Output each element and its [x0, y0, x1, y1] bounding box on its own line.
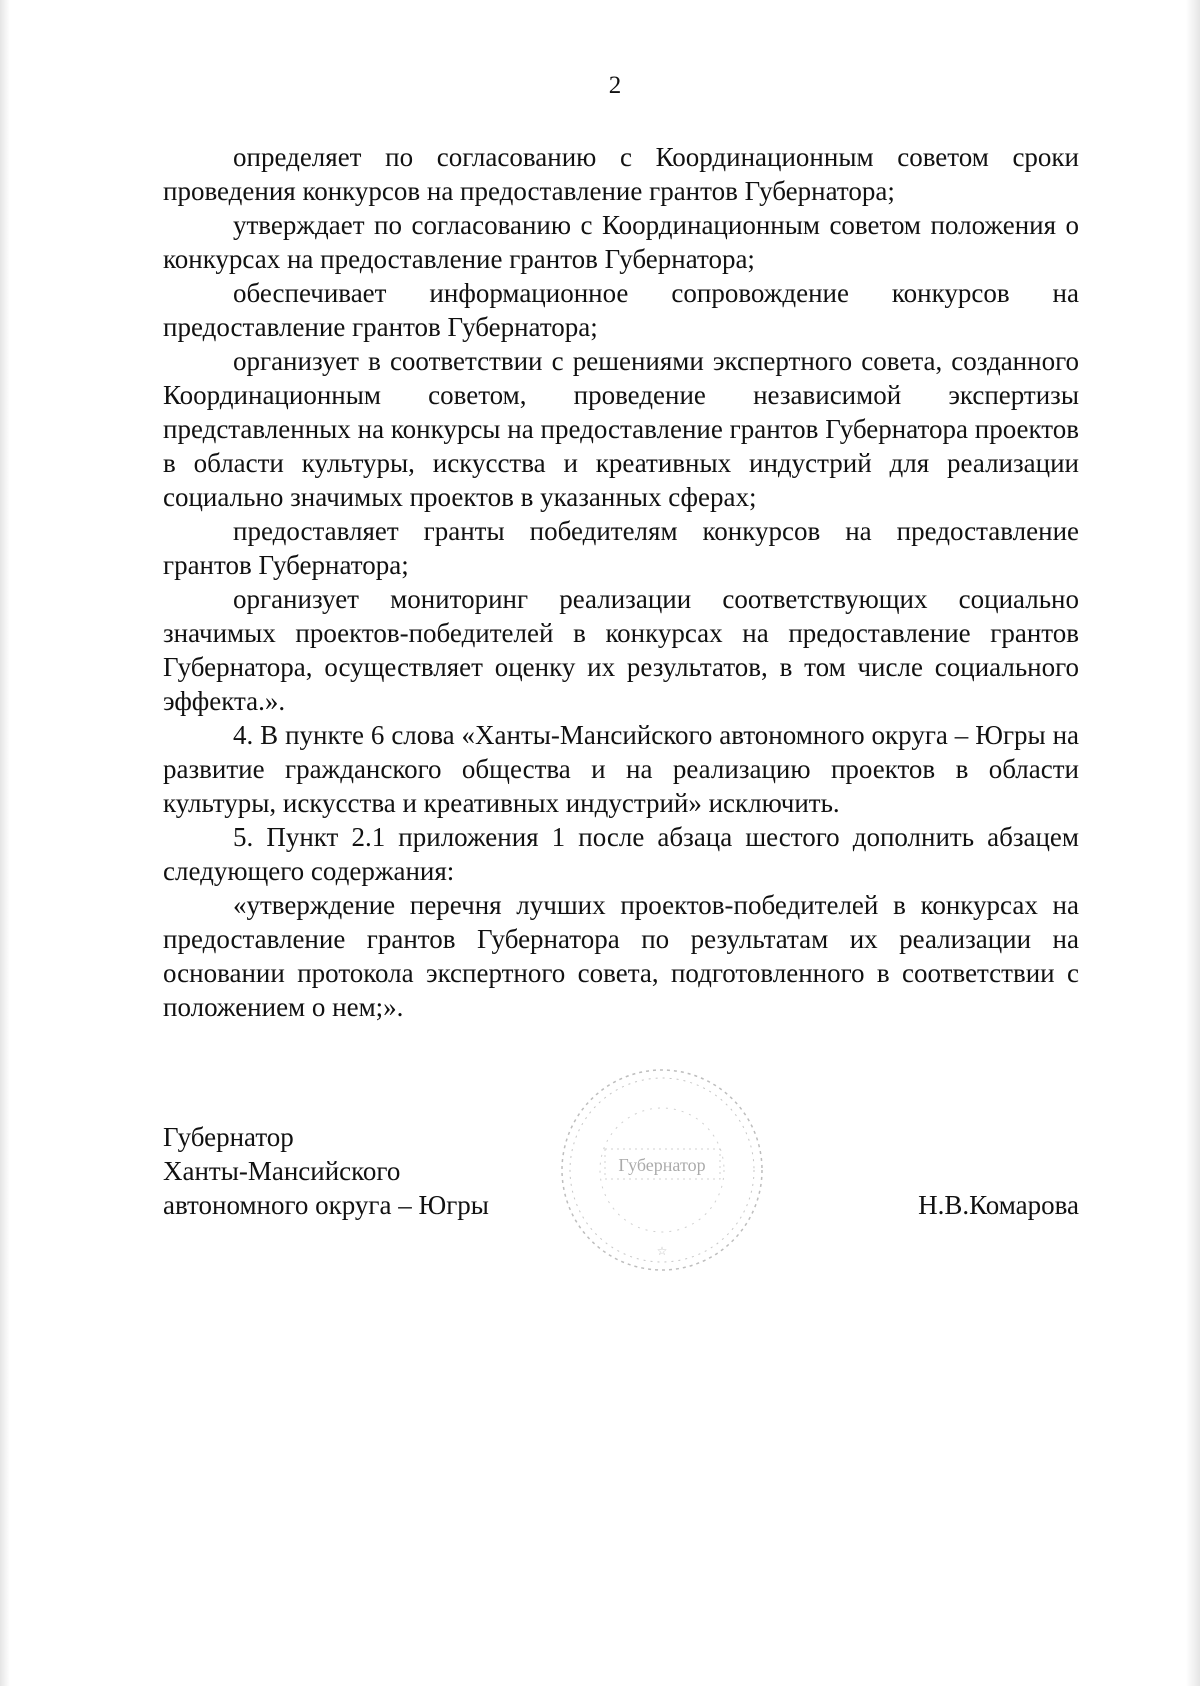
paragraph-5: предоставляет гранты победителям конкурсов на предоставление грантов Губернатора; [163, 516, 1079, 580]
scan-edge-left [0, 0, 10, 1686]
paragraph-4: организует в соответствии с решениями экспертного совета, созданного Координационным советом, проведение независимой экспертизы представленных на конкурсы на предоставление грантов Губернатора проектов в области культуры, искусства и креативных индустрий для реализации социально значимых проектов в указанных сферах; [163, 346, 1079, 512]
signatory-title-line-2: Ханты-Мансийского [163, 1156, 401, 1186]
paragraph-3: обеспечивает информационное сопровождение конкурсов на предоставление грантов Губернатора; [163, 278, 1079, 342]
paragraph-8: 5. Пункт 2.1 приложения 1 после абзаца шестого дополнить абзацем следующего содержания: [163, 822, 1079, 886]
seal-text: Губернатор [618, 1155, 706, 1175]
seal-graphic [555, 1065, 770, 1275]
paragraph-2: утверждает по согласованию с Координационным советом положения о конкурсах на предоставление грантов Губернатора; [163, 210, 1079, 274]
signatory-name: Н.В.Комарова [918, 1190, 1079, 1220]
paragraph-9: «утверждение перечня лучших проектов-победителей в конкурсах на предоставление грантов Губернатора по результатам их реализации на основании протокола экспертного совета, подготовленного в соответствии с положением о нем;». [163, 890, 1079, 1022]
paragraph-1: определяет по согласованию с Координационным советом сроки проведения конкурсов на предоставление грантов Губернатора; [163, 142, 1079, 206]
page-number: 2 [608, 72, 622, 99]
signatory-title [163, 1120, 489, 1222]
signatory-title-line-3: автономного округа – Югры [163, 1190, 489, 1220]
document-body [163, 140, 1079, 1024]
seal-star-icon: ☆ [656, 1244, 668, 1258]
signatory-title-line-1: Губернатор [163, 1122, 294, 1152]
scan-edge-right [1186, 0, 1200, 1686]
official-seal [555, 1065, 770, 1275]
paragraph-7: 4. В пункте 6 слова «Ханты-Мансийского автономного округа – Югры на развитие гражданского общества и на реализацию проектов в области культуры, искусства и креативных индустрий» исключить. [163, 720, 1079, 818]
paragraph-6: организует мониторинг реализации соответствующих социально значимых проектов-победителей в конкурсах на предоставление грантов Губернатора, осуществляет оценку их результатов, в том числе социального эффекта.». [163, 584, 1079, 716]
